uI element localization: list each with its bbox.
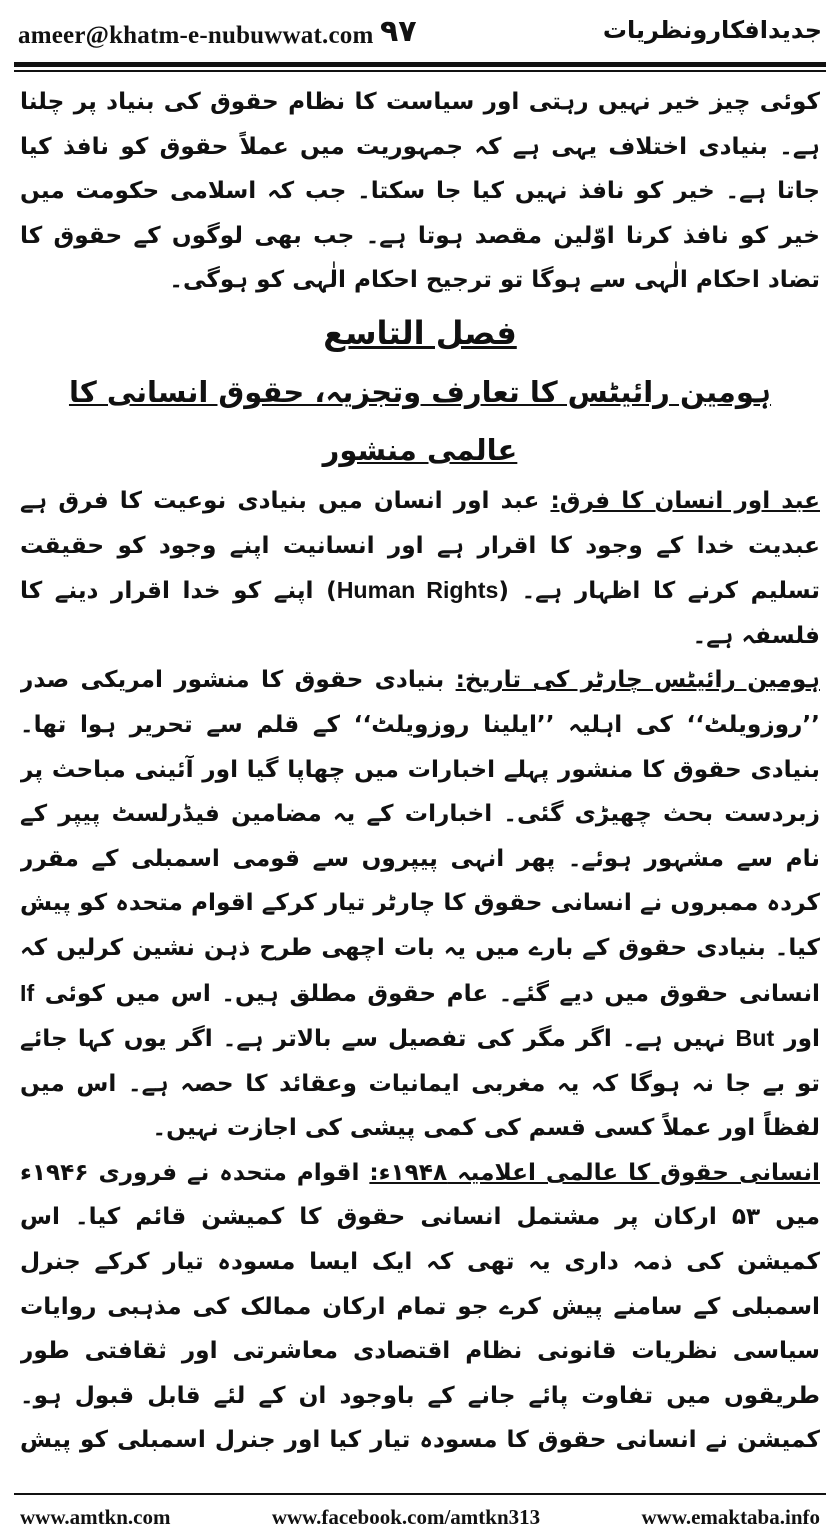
section-heading-declaration: انسانی حقوق کا عالمی اعلامیہ ۱۹۴۸ء: [369,1158,820,1186]
footer-link-amtkn: www.amtkn.com [20,1505,171,1529]
chapter-subtitle: ہومین رائیٹس کا تعارف وتجزیہ، حقوق انسانی کا عالمی منشور [68,374,772,467]
paragraph-declaration-1948 [20,1151,820,1468]
english-term-human-rights: Human Rights [336,577,499,604]
page-number: ۹۷ [380,14,417,49]
english-term-but: But [735,1025,775,1052]
chapter-title: فصل التاسع [323,313,517,352]
english-term-if: If [20,979,35,1006]
section-text: نہیں ہے۔ اگر مگر کی تفصیل سے بالاتر ہے۔ اگر یوں کہا جائے تو بے جا نہ ہوگا کہ یہ مغربی ایمانیات وعقائد کا حصہ ہے۔ اس میں لفظاً اور عملاً کسی قسم کی کمی پیشی کی اجازت نہیں۔ [20,1025,820,1142]
page-footer [20,1505,820,1535]
header-email: ameer@khatm-e-nubuwwat.com [18,22,374,49]
footer-link-emaktaba: www.emaktaba.info [641,1505,820,1529]
section-text: بنیادی حقوق کا منشور امریکی صدر ’’روزویلٹ‘‘ کی اہلیہ ’’ایلینا روزویلٹ‘‘ کے قلم سے تحریر ہوا تھا۔ بنیادی حقوق کا منشور پہلے اخبارات میں چھاپا گیا اور آئینی مباحث پر زبردست بحث چھیڑی گئی۔ اخبارات کے یہ مضامین فیڈرلسٹ پیپر کے نام سے مشہور ہوئے۔ پھر انہی پیپروں سے قومی اسمبلی کے مقرر کردہ ممبروں نے انسانی حقوق کا چارٹر تیار کرکے اقوام متحدہ کو پیش کیا۔ بنیادی حقوق کے بارے میں یہ بات اچھی طرح ذہن نشین کرلیں کہ انسانی حقوق میں دیے گئے۔ عام حقوق مطلق ہیں۔ اس میں کوئی [20,666,820,1007]
paragraph-intro: کوئی چیز خیر نہیں رہتی اور سیاست کا نظام حقوق کی بنیاد پر چلنا ہے۔ بنیادی اختلاف یہی ہے کہ جمہوریت میں عملاً حقوق کو نافذ کیا جاتا ہے۔ خیر کو نافذ نہیں کیا جا سکتا۔ جب کہ اسلامی حکومت میں خیر کو نافذ کرنا اوّلین مقصد ہوتا ہے۔ جب بھی لوگوں کے حقوق کا تضاد احکام الٰہی سے ہوگا تو ترجیح احکام الٰہی کو ہوگی۔ [20,88,820,294]
header-rule-thick [14,62,826,67]
section-text: عبد اور انسان میں بنیادی نوعیت کا فرق ہے عبدیت خدا کے وجود کا اقرار ہے اور انسانیت اپنے وجود کو حقیقت تسلیم کرنے کا اظہار ہے۔ ( [20,486,820,605]
section-heading-charter-history: ہومین رائیٹس چارٹر کی تاریخ: [455,666,820,694]
header-rule-thin [14,70,826,72]
paragraph-abd-insan [20,479,820,658]
footer-rule [14,1493,826,1495]
paragraph-charter-history [20,658,820,1151]
section-heading-abd-insan: عبد اور انسان کا فرق: [550,486,820,514]
section-text: اقوام متحدہ نے فروری ۱۹۴۶ء میں ۵۳ ارکان پر مشتمل انسانی حقوق کا کمیشن قائم کیا۔ اس کمیشن کی ذمہ داری یہ تھی کہ ایک ایسا مسودہ تیار کرکے جنرل اسمبلی کے سامنے پیش کرے جو تمام ارکان ممالک کی مذہبی روایات سیاسی نظریات قانونی نظام اقتصادی معاشرتی اور ثقافتی طور طریقوں میں تفاوت پائے جانے کے باوجود ان کے لئے قابل قبول ہو۔ کمیشن نے انسانی حقوق کا مسودہ تیار کیا اور جنرل اسمبلی کو پیش [20,1158,820,1454]
footer-link-facebook: www.facebook.com/amtkn313 [271,1505,541,1529]
section-text: اور [774,1025,820,1053]
page-body [20,80,820,1468]
section-text: ) اپنے کو خدا اقرار دینے کا فلسفہ ہے۔ [20,577,820,649]
page-header [0,0,840,70]
book-title: جدیدافکارونظریات [602,16,822,44]
